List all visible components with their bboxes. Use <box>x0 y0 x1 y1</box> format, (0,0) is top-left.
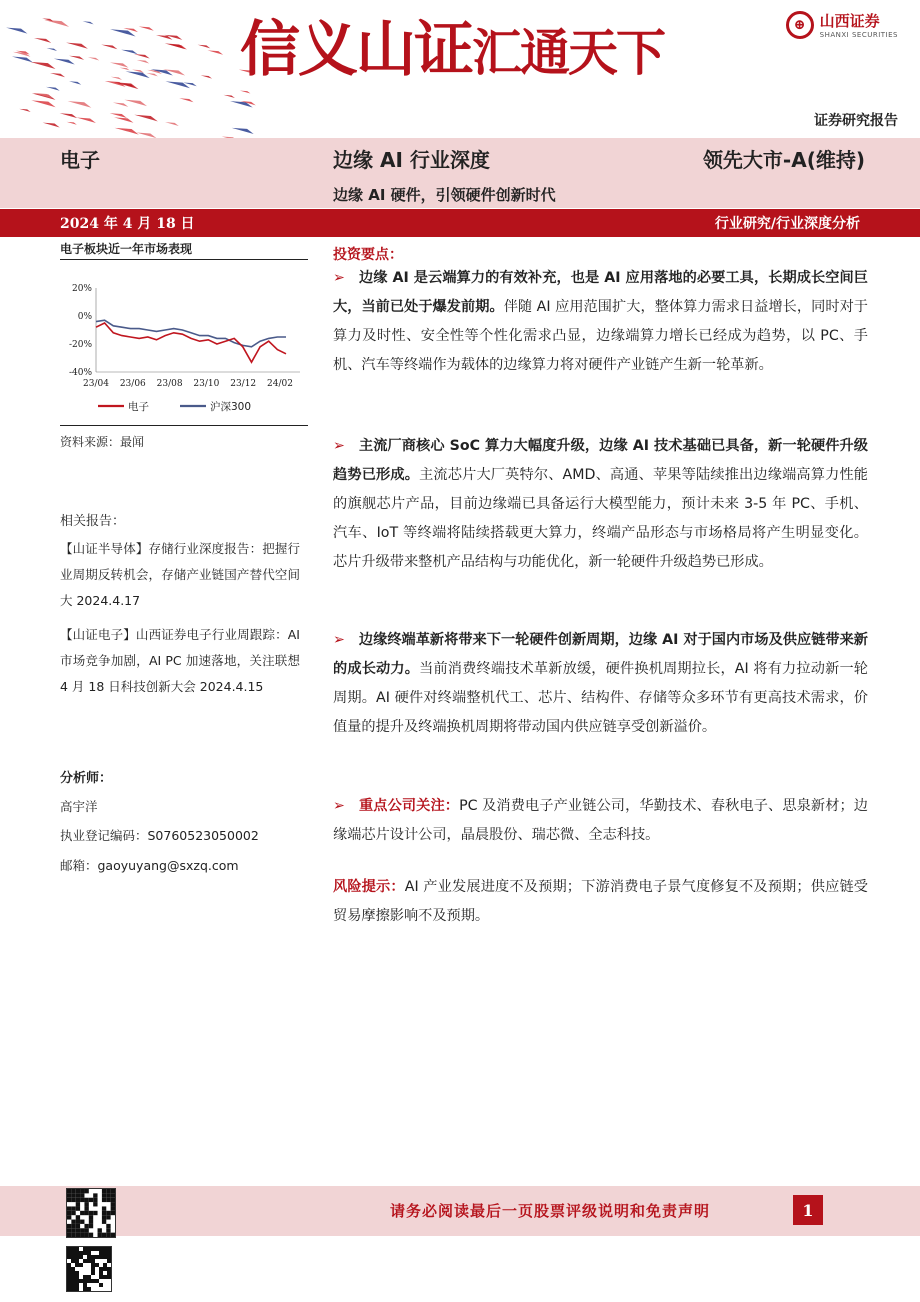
report-title: 边缘 AI 行业深度 <box>333 148 490 172</box>
decorative-arrow <box>60 113 78 118</box>
qr-code-icon <box>66 1188 116 1238</box>
decorative-arrow <box>113 103 128 107</box>
point-label: 重点公司关注： <box>358 798 460 814</box>
decorative-arrow <box>43 123 60 128</box>
decorative-arrow <box>110 113 127 118</box>
related-report-1[interactable]: 【山证半导体】存储行业深度报告：把握行业周期反转机会，存储产业链国产替代空间大 2024.4.17 <box>60 541 300 608</box>
decorative-arrow <box>134 54 150 58</box>
footer-disclaimer: 请务必阅读最后一页股票评级说明和免责声明 <box>390 1202 711 1220</box>
decorative-arrow <box>44 20 69 27</box>
decorative-arrow <box>68 101 92 108</box>
qr-code-icon <box>66 1246 112 1292</box>
decorative-arrow <box>137 60 149 63</box>
decorative-arrow <box>111 77 122 80</box>
investment-points-title: 投资要点： <box>333 247 403 263</box>
decorative-arrow <box>208 50 224 54</box>
decorative-arrow <box>6 28 27 34</box>
report-subtitle: 边缘 AI 硬件，引领硬件创新时代 <box>333 186 556 204</box>
point-body: 主流芯片大厂英特尔、AMD、高通、苹果等陆续推出边缘端高算力性能的旗舰芯片产品，目前边缘端已具备运行大模型能力，预计未来 3-5 年 PC、手机、汽车、IoT 等终端将陆续搭载更大算力，终端产品形态与市场格局将产生明显变化。芯片升级带来整机产品结构与功能优化，新一轮硬件升级趋势已形成。 <box>333 467 868 570</box>
decorative-arrow <box>47 48 57 51</box>
legend-label: 沪深300 <box>210 401 252 413</box>
analyst-email[interactable]: 邮箱：gaoyuyang@sxzq.com <box>60 858 239 873</box>
x-tick-label: 23/08 <box>156 379 183 389</box>
decorative-arrow <box>83 21 94 24</box>
market-performance-chart <box>60 260 308 426</box>
x-tick-label: 24/02 <box>267 379 293 389</box>
decorative-arrow <box>124 100 147 106</box>
rating-label: 领先大市-A(维持) <box>702 148 865 172</box>
decorative-arrow <box>139 27 154 31</box>
point-lead: 边缘终端革新将带来下一轮硬件创新周期，边缘 AI 对于国内市场及供应链带来新的成长动力。 <box>333 632 868 677</box>
decorative-arrow <box>126 71 150 78</box>
decorative-arrow <box>232 128 254 134</box>
chart-source: 资料来源：最闻 <box>60 435 145 449</box>
related-reports-title: 相关报告： <box>60 514 126 529</box>
decorative-arrow <box>114 117 133 122</box>
decorative-arrow <box>240 91 251 94</box>
point-2 <box>333 432 868 577</box>
point-body: 伴随 AI 应用范围扩大，整体算力需求日益增长，同时对于算力及时性、安全性等个性化需求凸显，边缘端算力增长已经成为趋势，以 PC、手机、汽车等终端作为载体的边缘算力将对硬件产业链产生新一轮革新。 <box>333 299 868 373</box>
decorative-arrow <box>50 73 65 77</box>
analyst-name: 高宇洋 <box>60 799 98 814</box>
report-type-label: 证券研究报告 <box>814 113 898 129</box>
decorative-arrow <box>115 128 139 135</box>
decorative-arrow <box>69 81 81 84</box>
decorative-arrow <box>66 43 88 49</box>
risk-label: 风险提示： <box>333 879 405 895</box>
bullet-arrow-icon: ➢ <box>333 798 345 814</box>
y-tick-label: 0% <box>77 312 92 322</box>
y-tick-label: -20% <box>68 340 92 350</box>
x-tick-label: 23/10 <box>193 379 220 389</box>
risk-body: AI 产业发展进度不及预期；下游消费电子景气度修复不及预期；供应链受贸易摩擦影响不及预期。 <box>333 879 868 924</box>
sector-label: 电子 <box>60 148 100 172</box>
decorative-arrow <box>30 62 55 69</box>
point-1 <box>333 264 868 380</box>
decorative-arrow <box>224 95 235 98</box>
decorative-arrow <box>134 115 157 122</box>
bullet-arrow-icon: ➢ <box>333 632 345 648</box>
chart-svg <box>60 260 308 425</box>
company-logo <box>786 10 898 39</box>
report-date: 2024 年 4 月 18 日 <box>60 216 195 232</box>
decorative-arrow <box>69 56 84 60</box>
decorative-arrow <box>120 68 130 71</box>
decorative-arrow <box>12 57 33 63</box>
point-body: PC 及消费电子产业链公司，华勤技术、春秋电子、思泉新材；边缘端芯片设计公司，晶晨股份、瑞芯微、全志科技。 <box>333 798 868 843</box>
risk-warning <box>333 873 868 931</box>
report-category: 行业研究/行业深度分析 <box>714 216 860 232</box>
decorative-arrow <box>166 81 191 88</box>
bullet-arrow-icon: ➢ <box>333 438 345 454</box>
decorative-arrow <box>13 52 30 57</box>
decorative-arrow <box>165 122 179 126</box>
x-tick-label: 23/12 <box>230 379 257 389</box>
related-report-2[interactable]: 【山证电子】山西证券电子行业周跟踪：AI 市场竞争加剧，AI PC 加速落地，关注联想 4 月 18 日科技创新大会 2024.4.15 <box>60 627 300 694</box>
analyst-registration: 执业登记编码：S0760523050002 <box>60 828 259 843</box>
decorative-arrow <box>46 87 60 91</box>
decorative-arrow <box>114 82 138 89</box>
x-tick-label: 23/04 <box>83 379 109 389</box>
decorative-arrow <box>76 117 96 122</box>
header-slogan: 信义山证汇通天下 <box>240 15 664 85</box>
decorative-arrow <box>54 59 75 65</box>
decorative-arrow <box>34 38 51 43</box>
bullet-arrow-icon: ➢ <box>333 270 345 286</box>
decorative-arrow <box>179 98 193 102</box>
decorative-arrow <box>198 45 211 49</box>
chart-title: 电子板块近一年市场表现 <box>60 240 308 260</box>
series-line-沪深300 <box>96 320 286 347</box>
legend-label: 电子 <box>128 401 149 413</box>
logo-name-cn: 山西证券 <box>819 12 880 30</box>
logo-mark-icon: ⊕ <box>786 11 814 39</box>
point-4 <box>333 792 868 850</box>
decorative-arrow <box>88 57 99 60</box>
decorative-arrow <box>146 73 157 76</box>
decorative-arrow <box>19 109 30 112</box>
decorative-arrow <box>121 50 137 55</box>
point-lead: 边缘 AI 是云端算力的有效补充，也是 AI 应用落地的必要工具，长期成长空间巨大，当前已处于爆发前期。 <box>333 270 868 315</box>
decorative-arrow <box>110 62 129 67</box>
point-lead: 主流厂商核心 SoC 算力大幅度升级，边缘 AI 技术基础已具备，新一轮硬件升级趋势已形成。 <box>333 438 868 483</box>
decorative-arrow <box>31 100 55 107</box>
analyst-label: 分析师： <box>60 771 113 786</box>
point-body: 当前消费终端技术革新放缓，硬件换机周期拉长，AI 将有力拉动新一轮周期。AI 硬件对终端整机代工、芯片、结构件、存储等众多环节有更高技术需求，价值量的提升及终端换机周期将带动国内供应链享受创新溢价。 <box>333 661 868 735</box>
x-tick-label: 23/06 <box>119 379 146 389</box>
y-tick-label: -40% <box>68 368 92 378</box>
decorative-arrow <box>201 75 212 78</box>
decorative-arrow <box>101 45 117 50</box>
point-3 <box>333 626 868 742</box>
decorative-arrow <box>67 122 77 125</box>
y-tick-label: 20% <box>71 284 92 294</box>
logo-name-en: SHANXI SECURITIES <box>819 31 898 39</box>
page-number: 1 <box>793 1195 823 1225</box>
